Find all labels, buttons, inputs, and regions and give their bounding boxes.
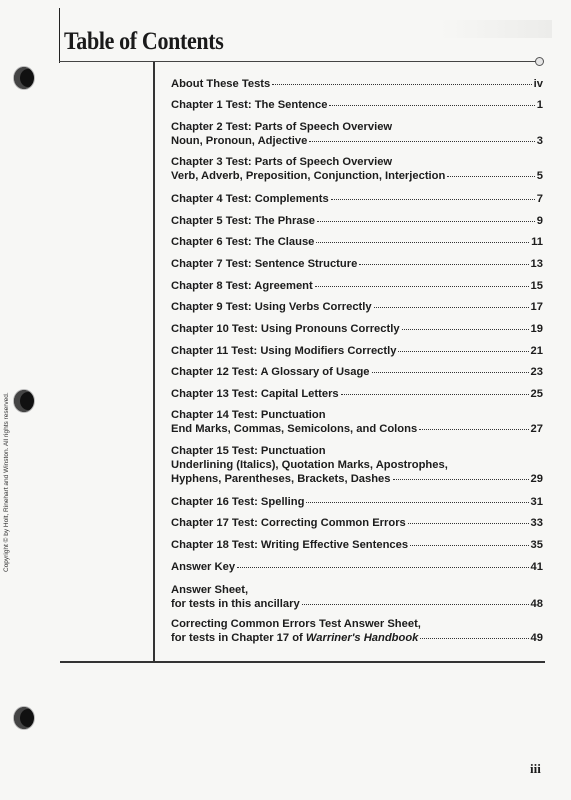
toc-entry[interactable] [171,300,543,314]
toc-page-number: 27 [530,423,543,435]
toc-page-number: 35 [530,539,543,551]
toc-page-number: 48 [530,598,543,610]
toc-entry-label: Chapter 18 Test: Writing Effective Sentences [171,539,409,551]
toc-entry[interactable] [171,235,543,249]
toc-page-number: 29 [530,473,543,485]
toc-entry[interactable] [171,365,543,379]
toc-entry-line: Answer Sheet, [171,584,249,596]
dot-leader [402,328,529,330]
toc-entry[interactable] [171,120,543,148]
toc-entry[interactable] [171,155,543,183]
toc-page-number: 23 [530,366,543,378]
toc-page-number: 25 [530,388,543,400]
toc-entry-line: Chapter 2 Test: Parts of Speech Overview [171,121,393,133]
toc-entry-label: Chapter 16 Test: Spelling [171,496,305,508]
dot-leader [393,478,529,480]
header-vertical-rule [59,8,60,63]
toc-entry[interactable] [171,257,543,271]
dot-leader [372,371,529,373]
toc-entry-line: Chapter 15 Test: Punctuation [171,445,326,457]
toc-entry-label: Answer Key [171,561,236,573]
toc-entry-label: Chapter 10 Test: Using Pronouns Correctly [171,323,400,335]
toc-page-number: iv [533,78,543,90]
toc-entry[interactable] [171,444,543,486]
toc-vertical-rule [153,62,155,662]
toc-entry[interactable] [171,98,543,112]
dot-leader [410,544,528,546]
toc-entry-label: End Marks, Commas, Semicolons, and Colons [171,423,418,435]
dot-leader [408,522,529,524]
title-rule [59,61,539,62]
dot-leader [374,306,529,308]
toc-page-number: 1 [536,99,543,111]
toc-page-number: 41 [530,561,543,573]
toc-page-number: 49 [530,632,543,644]
toc-entry[interactable] [171,77,543,91]
toc-entry-label: Chapter 8 Test: Agreement [171,280,313,292]
toc-entry[interactable] [171,322,543,336]
dot-leader [237,566,529,568]
dot-leader [419,428,528,430]
bottom-rule [60,661,545,663]
dot-leader [447,175,534,177]
toc-entry-italic-title: Warriner's Handbook [305,632,419,644]
toc-entry[interactable] [171,387,543,401]
toc-entry[interactable] [171,408,543,436]
toc-page-number: 33 [530,517,543,529]
toc-entry[interactable] [171,344,543,358]
toc-entry-label: Hyphens, Parentheses, Brackets, Dashes [171,473,391,485]
dot-leader [331,198,535,200]
copyright-notice: Copyright © by Holt, Rinehart and Winston. All rights reserved. [3,392,10,572]
toc-entry-label: Chapter 4 Test: Complements [171,193,329,205]
toc-page-number: 5 [536,170,543,182]
toc-entry-label: Chapter 12 Test: A Glossary of Usage [171,366,370,378]
page-title: Table of Contents [64,28,224,55]
toc-entry-label: Chapter 7 Test: Sentence Structure [171,258,358,270]
toc-entry[interactable] [171,516,543,530]
toc-entry[interactable] [171,495,543,509]
toc-entry[interactable] [171,617,543,645]
toc-entry-label [171,631,418,645]
toc-entry-label: Chapter 17 Test: Correcting Common Errors [171,517,406,529]
toc-entry[interactable] [171,538,543,552]
toc-entry-line: Chapter 3 Test: Parts of Speech Overview [171,156,393,168]
toc-entry[interactable] [171,560,543,574]
toc-entry-label: Chapter 1 Test: The Sentence [171,99,328,111]
dot-leader [302,603,529,605]
toc-entry[interactable] [171,214,543,228]
toc-page-number: 31 [530,496,543,508]
toc-entry-label: Noun, Pronoun, Adjective [171,135,308,147]
toc-entry-label: Chapter 11 Test: Using Modifiers Correctly [171,345,397,357]
dot-leader [272,83,531,85]
dot-leader [315,285,529,287]
toc-page-number: 11 [531,236,543,248]
page-number: iii [530,761,541,776]
dot-leader [341,393,529,395]
dot-leader [420,637,528,639]
dot-leader [309,140,534,142]
header-tab-shade [440,20,552,38]
dot-leader [317,220,535,222]
toc-entry-line: Correcting Common Errors Test Answer Sheet, [171,618,421,630]
dot-leader [329,104,534,106]
toc-page-number: 15 [530,280,543,292]
punch-hole-middle [14,390,34,412]
toc-entry-line: for tests in Chapter 17 of [171,632,306,644]
title-rule-dot [535,57,544,66]
toc-page-number: 3 [536,135,543,147]
toc-entry-label: Chapter 13 Test: Capital Letters [171,388,339,400]
toc-entry-label: About These Tests [171,78,271,90]
toc-entry-label: Chapter 9 Test: Using Verbs Correctly [171,301,372,313]
toc-entry-label: for tests in this ancillary [171,598,300,610]
toc-page-number: 9 [536,215,543,227]
toc-entry[interactable] [171,583,543,611]
toc-page-number: 21 [530,345,543,357]
toc-entry-label: Chapter 6 Test: The Clause [171,236,315,248]
dot-leader [306,501,528,503]
toc-entry-label: Chapter 5 Test: The Phrase [171,215,316,227]
toc-entry-line: Chapter 14 Test: Punctuation [171,409,326,421]
toc-entry-label: Verb, Adverb, Preposition, Conjunction, Interjection [171,170,446,182]
toc-page-number: 19 [530,323,543,335]
toc-page-number: 13 [530,258,543,270]
toc-entry-line: Underlining (Italics), Quotation Marks, Apostrophes, [171,459,448,471]
punch-hole-bottom [14,707,34,729]
dot-leader [359,263,528,265]
toc-page-number: 7 [536,193,543,205]
dot-leader [398,350,528,352]
toc-entry[interactable] [171,192,543,206]
toc-entry[interactable] [171,279,543,293]
punch-hole-top [14,67,34,89]
dot-leader [316,241,529,243]
toc-page-number: 17 [530,301,543,313]
